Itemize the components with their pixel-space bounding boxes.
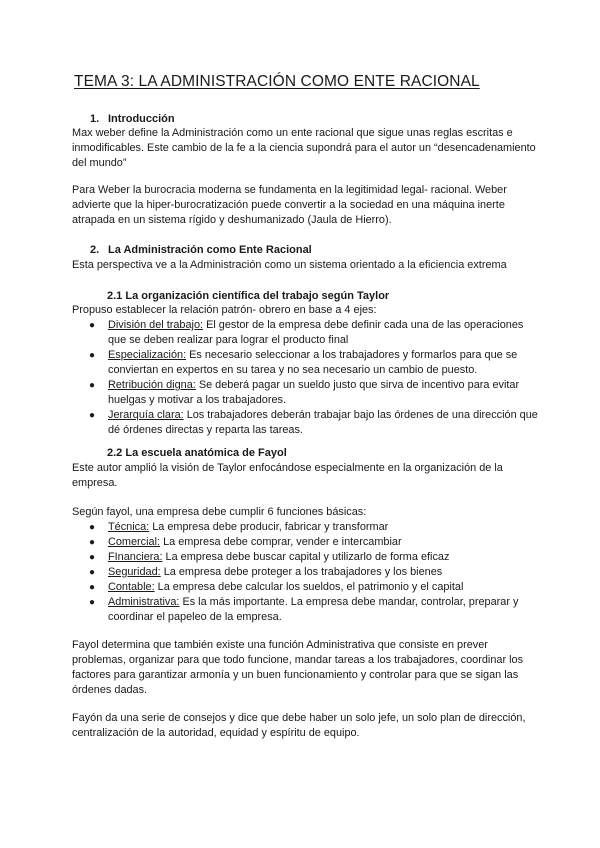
list-item-term: Comercial: bbox=[108, 536, 161, 548]
list-item bbox=[72, 535, 542, 550]
list-item-term: Contable: bbox=[108, 581, 155, 593]
bullet-icon: ● bbox=[89, 320, 96, 331]
list-item-term: FInanciera: bbox=[108, 551, 163, 563]
intro-paragraph-2: Para Weber la burocracia moderna se fundamenta en la legitimidad legal- racional. Weber advierte que la hiper-burocratización puede convertir a la sociedad en una máquina inerte atrapada en un sistema rígido y deshumanizado (Jaula de Hierro). bbox=[72, 184, 507, 226]
list-item-term: Técnica: bbox=[108, 521, 150, 533]
list-item-text: La empresa debe calcular los sueldos, el patrimonio y el capital bbox=[154, 581, 464, 593]
section-2-1-heading: 2.1 La organización científica del trabajo según Taylor bbox=[107, 290, 390, 302]
document-title: TEMA 3: LA ADMINISTRACIÓN COMO ENTE RACIONAL bbox=[74, 73, 480, 90]
bullet-icon: ● bbox=[89, 567, 96, 578]
list-item-text: La empresa debe proteger a los trabajadores y los bienes bbox=[160, 566, 443, 578]
taylor-axes-list bbox=[72, 318, 542, 438]
list-item bbox=[72, 565, 542, 580]
section-2-title: La Administración como Ente Racional bbox=[108, 244, 312, 256]
list-item-text: La empresa debe producir, fabricar y transformar bbox=[149, 521, 389, 533]
bullet-icon: ● bbox=[89, 522, 96, 533]
list-item-term: Seguridad: bbox=[108, 566, 161, 578]
fayol-advice-paragraph: Fayón da una serie de consejos y dice que debe haber un solo jefe, un solo plan de dirección, centralización de la autoridad, equidad y espíritu de equipo. bbox=[72, 712, 526, 739]
list-item bbox=[72, 520, 542, 535]
section-1-number: 1. bbox=[90, 113, 100, 125]
taylor-intro: Propuso establecer la relación patrón- obrero en base a 4 ejes: bbox=[72, 304, 377, 316]
list-item bbox=[72, 348, 542, 378]
list-item-text: Es la más importante. La empresa debe mandar, controlar, preparar y coordinar el papeleo de la empresa. bbox=[108, 596, 519, 623]
fayol-functions-list bbox=[72, 520, 542, 625]
fayol-list-intro: Según fayol, una empresa debe cumplir 6 funciones básicas: bbox=[72, 506, 367, 518]
list-item bbox=[72, 550, 542, 565]
bullet-icon: ● bbox=[89, 552, 96, 563]
list-item-text: El gestor de la empresa debe definir cada una de las operaciones que se deben realizar para lograr el producto final bbox=[108, 319, 524, 346]
list-item bbox=[72, 408, 542, 438]
bullet-icon: ● bbox=[89, 597, 96, 608]
list-item bbox=[72, 595, 542, 625]
list-item-text: Se deberá pagar un sueldo justo que sirva de incentivo para evitar huelgas y motivar a los trabajadores. bbox=[108, 379, 520, 406]
list-item-text: La empresa debe comprar, vender e intercambiar bbox=[160, 536, 402, 548]
bullet-icon: ● bbox=[89, 582, 96, 593]
list-item-text: Los trabajadores deberán trabajar bajo las órdenes de una dirección que dé órdenes directas y reparta las tareas. bbox=[108, 409, 538, 436]
list-item-text: Es necesario seleccionar a los trabajadores y formarlos para que se conviertan en expertos en su tarea y no sea necesario un cambio de puesto. bbox=[108, 349, 518, 376]
fayol-intro: Este autor amplió la visión de Taylor enfocándose especialmente en la organización de la empresa. bbox=[72, 462, 503, 489]
list-item-term: Jerarquía clara: bbox=[108, 409, 184, 421]
list-item-term: División del trabajo: bbox=[108, 319, 204, 331]
list-item bbox=[72, 318, 542, 348]
section-2-heading bbox=[90, 243, 312, 258]
section-1-heading bbox=[90, 112, 175, 127]
bullet-icon: ● bbox=[89, 380, 96, 391]
fayol-admin-paragraph: Fayol determina que también existe una función Administrativa que consiste en prever problemas, organizar para que todo funcione, mandar tareas a los trabajadores, coordinar los factores para garantizar armonía y un buen funcionamiento y controlar para que se sigan las órdenes dadas. bbox=[72, 639, 524, 696]
section-2-number: 2. bbox=[90, 244, 100, 256]
list-item-term: Retribución digna: bbox=[108, 379, 196, 391]
list-item-term: Administrativa: bbox=[108, 596, 180, 608]
list-item-term: Especialización: bbox=[108, 349, 187, 361]
list-item bbox=[72, 580, 542, 595]
section-2-2-heading: 2.2 La escuela anatómica de Fayol bbox=[107, 447, 287, 459]
bullet-icon: ● bbox=[89, 537, 96, 548]
section-2-intro: Esta perspectiva ve a la Administración como un sistema orientado a la eficiencia extrema bbox=[72, 259, 507, 271]
intro-paragraph-1: Max weber define la Administración como un ente racional que sigue unas reglas escritas e inmodificables. Este cambio de la fe a la ciencia supondrá para el autor un “desencadenamiento del mundo” bbox=[72, 127, 536, 169]
bullet-icon: ● bbox=[89, 350, 96, 361]
section-1-title: Introducción bbox=[108, 113, 175, 125]
bullet-icon: ● bbox=[89, 410, 96, 421]
list-item bbox=[72, 378, 542, 408]
list-item-text: La empresa debe buscar capital y utilizarlo de forma eficaz bbox=[162, 551, 450, 563]
